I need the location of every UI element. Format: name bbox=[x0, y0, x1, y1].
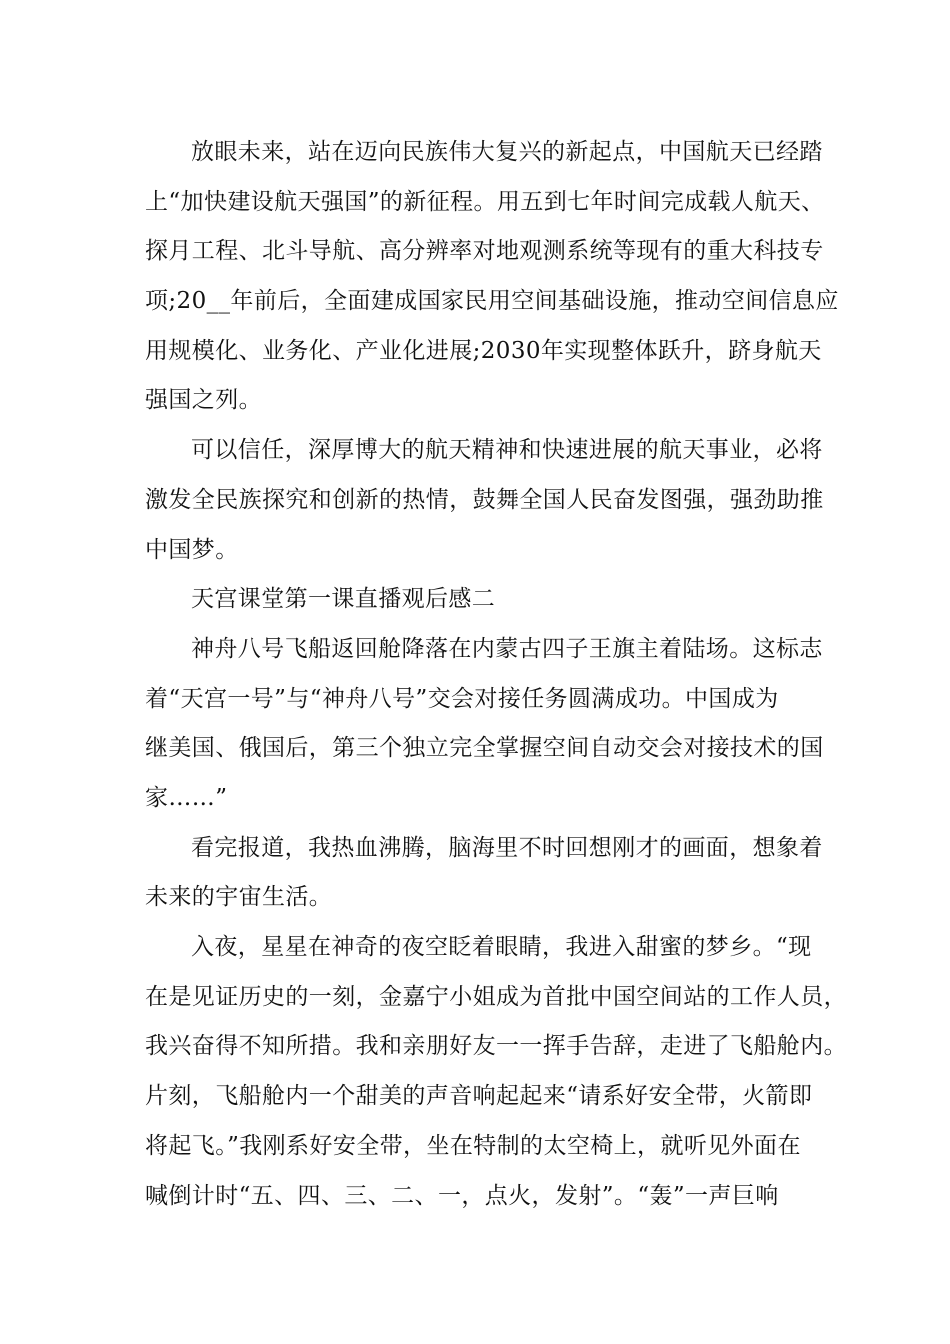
paragraph-1-line-2: 上“加快建设航天强国”的新征程。用五到七年时间完成载人航天、 bbox=[145, 189, 825, 215]
paragraph-4-line-2: 未来的宇宙生活。 bbox=[145, 884, 333, 910]
paragraph-1-line-5: 用规模化、业务化、产业化进展;2030年实现整体跃升，跻身航天 bbox=[145, 338, 822, 364]
section-title: 天宫课堂第一课直播观后感二 bbox=[191, 586, 496, 612]
paragraph-2-line-3: 中国梦。 bbox=[145, 537, 239, 563]
paragraph-1-line-4: 项;20__年前后，全面建成国家民用空间基础设施，推动空间信息应 bbox=[145, 288, 839, 314]
paragraph-5-line-4: 片刻，飞船舱内一个甜美的声音响起起来“请系好安全带，火箭即 bbox=[145, 1083, 813, 1109]
paragraph-5-line-1: 入夜，星星在神奇的夜空眨着眼睛，我进入甜蜜的梦乡。“现 bbox=[191, 934, 812, 960]
paragraph-5-line-3: 我兴奋得不知所措。我和亲朋好友一一挥手告辞，走进了飞船舱内。 bbox=[145, 1033, 847, 1059]
paragraph-2-line-1: 可以信任，深厚博大的航天精神和快速进展的航天事业，必将 bbox=[191, 437, 823, 463]
paragraph-5-line-5: 将起飞。”我刚系好安全带，坐在特制的太空椅上，就听见外面在 bbox=[145, 1133, 801, 1159]
paragraph-2-line-2: 激发全民族探究和创新的热情，鼓舞全国人民奋发图强，强劲助推 bbox=[145, 487, 824, 513]
paragraph-3-line-1: 神舟八号飞船返回舱降落在内蒙古四子王旗主着陆场。这标志 bbox=[191, 636, 823, 662]
paragraph-1-line-1: 放眼未来，站在迈向民族伟大复兴的新起点，中国航天已经踏 bbox=[191, 139, 823, 165]
paragraph-5-line-6: 喊倒计时“五、四、三、二、一，点火，发射”。“轰”一声巨响 bbox=[145, 1183, 779, 1209]
paragraph-5-line-2: 在是见证历史的一刻，金嘉宁小姐成为首批中国空间站的工作人员， bbox=[145, 984, 847, 1010]
paragraph-1-line-6: 强国之列。 bbox=[145, 387, 262, 413]
paragraph-3-line-4: 家……” bbox=[145, 785, 228, 811]
paragraph-3-line-2: 着“天宫一号”与“神舟八号”交会对接任务圆满成功。中国成为 bbox=[145, 686, 779, 712]
paragraph-1-line-3: 探月工程、北斗导航、高分辨率对地观测系统等现有的重大科技专 bbox=[145, 238, 824, 264]
paragraph-3-line-3: 继美国、俄国后，第三个独立完全掌握空间自动交会对接技术的国 bbox=[145, 735, 824, 761]
paragraph-4-line-1: 看完报道，我热血沸腾，脑海里不时回想刚才的画面，想象着 bbox=[191, 835, 823, 861]
